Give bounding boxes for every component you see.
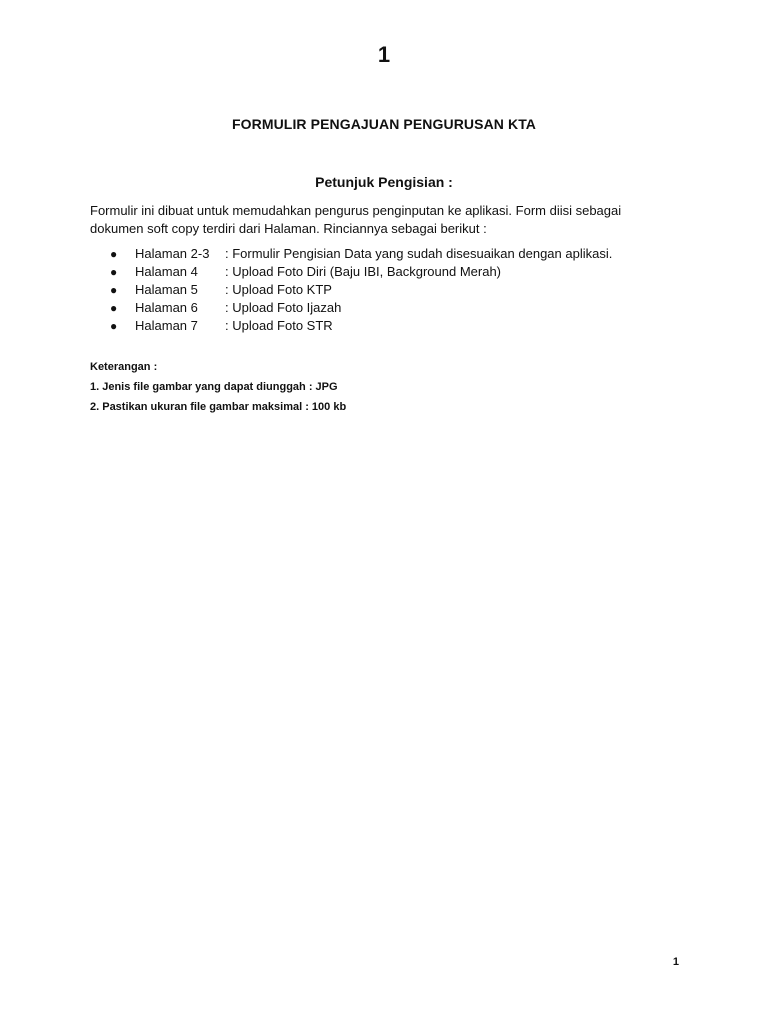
list-item-page: Halaman 5 xyxy=(135,282,198,297)
notes-heading: Keterangan : xyxy=(90,361,158,373)
list-item xyxy=(110,245,612,263)
instructions-heading: Petunjuk Pengisian : xyxy=(315,174,453,190)
note-item: 1. Jenis file gambar yang dapat diunggah : JPG xyxy=(90,381,338,393)
bullet-icon: ● xyxy=(110,283,118,297)
intro-line-1: Formulir ini dibuat untuk memudahkan pengurus penginputan ke aplikasi. Form diisi sebagai xyxy=(90,203,622,218)
list-item-description: : Upload Foto Diri (Baju IBI, Background Merah) xyxy=(225,264,502,279)
list-item xyxy=(110,317,612,335)
bullet-icon: ● xyxy=(110,319,118,333)
list-item xyxy=(110,263,612,281)
list-item xyxy=(110,299,612,317)
intro-paragraph xyxy=(90,202,690,238)
note-item: 2. Pastikan ukuran file gambar maksimal : 100 kb xyxy=(90,401,347,413)
notes-section xyxy=(90,360,346,420)
page-number-heading: 1 xyxy=(377,42,391,67)
bullet-icon: ● xyxy=(110,301,118,315)
list-item-description: : Upload Foto KTP xyxy=(225,282,332,297)
page-list xyxy=(110,245,612,335)
bullet-icon: ● xyxy=(110,265,118,279)
list-item-page: Halaman 6 xyxy=(135,300,198,315)
list-item-description: : Upload Foto STR xyxy=(225,318,333,333)
list-item-page: Halaman 7 xyxy=(135,318,198,333)
footer-page-number: 1 xyxy=(672,956,679,968)
list-item-description: : Formulir Pengisian Data yang sudah disesuaikan dengan aplikasi. xyxy=(225,246,613,261)
bullet-icon: ● xyxy=(110,247,118,261)
list-item xyxy=(110,281,612,299)
form-title: FORMULIR PENGAJUAN PENGURUSAN KTA xyxy=(231,116,537,132)
intro-line-2: dokumen soft copy terdiri dari Halaman. Rinciannya sebagai berikut : xyxy=(90,221,487,236)
list-item-description: : Upload Foto Ijazah xyxy=(225,300,342,315)
list-item-page: Halaman 4 xyxy=(135,264,198,279)
list-item-page: Halaman 2-3 xyxy=(135,246,210,261)
